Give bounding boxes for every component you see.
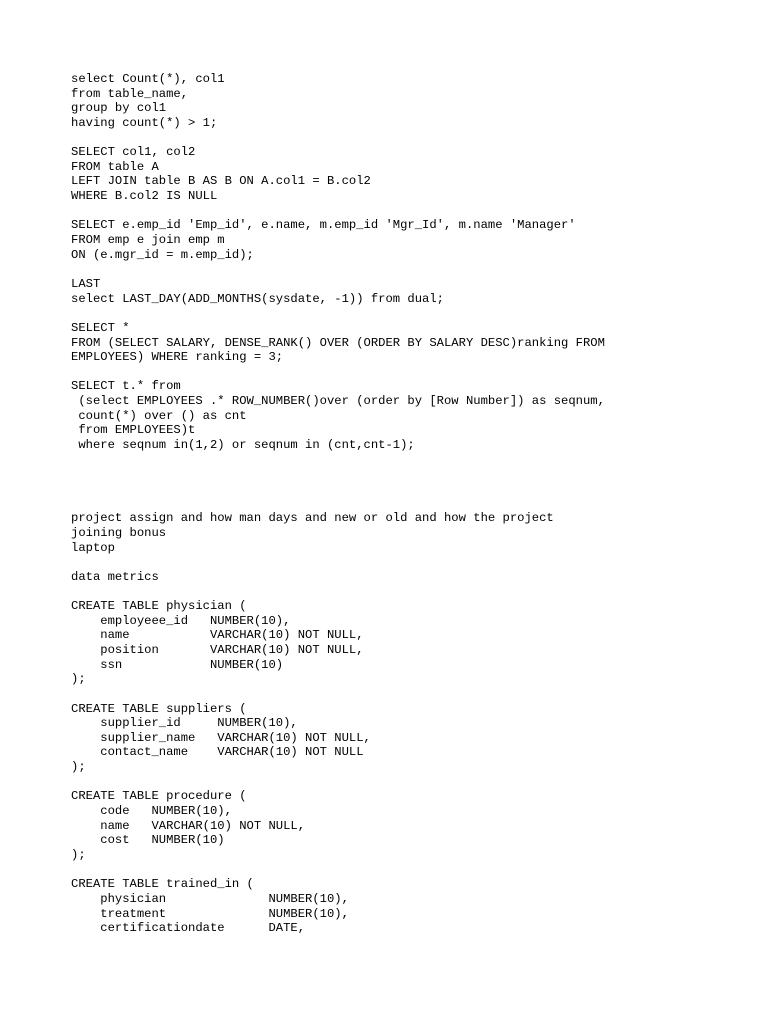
text-line: select Count(*), col1 bbox=[71, 72, 225, 86]
text-line: group by col1 bbox=[71, 101, 167, 116]
text-line: ); bbox=[71, 760, 86, 775]
text-line: ); bbox=[71, 847, 86, 862]
text-line: from table_name, bbox=[71, 86, 189, 101]
text-line bbox=[71, 482, 751, 497]
text-line: ssn NUMBER(10) bbox=[71, 657, 284, 672]
text-line: position VARCHAR(10) NOT NULL, bbox=[71, 642, 364, 657]
text-line: SELECT t.* from bbox=[71, 379, 181, 394]
text-line bbox=[71, 306, 751, 321]
text-line: SELECT * bbox=[71, 320, 130, 335]
text-line: FROM table A bbox=[71, 159, 159, 174]
text-line: CREATE TABLE physician ( bbox=[71, 599, 247, 614]
text-line bbox=[71, 555, 751, 570]
text-line: name VARCHAR(10) NOT NULL, bbox=[71, 628, 364, 643]
text-line: supplier_id NUMBER(10), bbox=[71, 716, 298, 731]
text-line bbox=[71, 453, 751, 468]
text-line: from EMPLOYEES)t bbox=[71, 423, 196, 438]
text-line bbox=[71, 467, 751, 482]
text-line bbox=[71, 775, 751, 790]
text-line: EMPLOYEES) WHERE ranking = 3; bbox=[71, 350, 284, 365]
text-line: ); bbox=[71, 672, 86, 687]
text-line: data metrics bbox=[71, 569, 159, 584]
text-line: laptop bbox=[71, 540, 115, 555]
text-line: joining bonus bbox=[71, 525, 167, 540]
text-line: CREATE TABLE procedure ( bbox=[71, 789, 247, 804]
text-line: count(*) over () as cnt bbox=[71, 408, 247, 423]
text-line: WHERE B.col2 IS NULL bbox=[71, 189, 218, 204]
text-line: name VARCHAR(10) NOT NULL, bbox=[71, 818, 306, 833]
text-line bbox=[71, 262, 751, 277]
text-line: where seqnum in(1,2) or seqnum in (cnt,cnt-1); bbox=[71, 438, 415, 453]
text-line: SELECT e.emp_id 'Emp_id', e.name, m.emp_id 'Mgr_Id', m.name 'Manager' bbox=[71, 218, 576, 233]
text-line bbox=[71, 687, 751, 702]
text-line bbox=[71, 497, 751, 512]
text-line: cost NUMBER(10) bbox=[71, 833, 225, 848]
text-line: LAST bbox=[71, 276, 101, 291]
text-line: having count(*) > 1; bbox=[71, 115, 218, 130]
text-line: CREATE TABLE trained_in ( bbox=[71, 877, 254, 892]
text-line: FROM (SELECT SALARY, DENSE_RANK() OVER (ORDER BY SALARY DESC)ranking FROM bbox=[71, 335, 605, 350]
text-line bbox=[71, 584, 751, 599]
text-line bbox=[71, 131, 751, 146]
text-line bbox=[71, 863, 751, 878]
document-page bbox=[71, 72, 751, 936]
text-line: (select EMPLOYEES .* ROW_NUMBER()over (order by [Row Number]) as seqnum, bbox=[71, 394, 605, 409]
text-line: supplier_name VARCHAR(10) NOT NULL, bbox=[71, 730, 371, 745]
text-line bbox=[71, 204, 751, 219]
text-line: SELECT col1, col2 bbox=[71, 145, 196, 160]
text-line: physician NUMBER(10), bbox=[71, 891, 349, 906]
text-line: select LAST_DAY(ADD_MONTHS(sysdate, -1)) from dual; bbox=[71, 291, 444, 306]
text-line: contact_name VARCHAR(10) NOT NULL bbox=[71, 745, 364, 760]
text-line: certificationdate DATE, bbox=[71, 921, 306, 936]
text-line: ON (e.mgr_id = m.emp_id); bbox=[71, 247, 254, 262]
text-line: project assign and how man days and new or old and how the project bbox=[71, 511, 554, 526]
text-line: employeee_id NUMBER(10), bbox=[71, 613, 291, 628]
text-line: code NUMBER(10), bbox=[71, 804, 232, 819]
text-line bbox=[71, 365, 751, 380]
text-line: treatment NUMBER(10), bbox=[71, 906, 349, 921]
text-line: LEFT JOIN table B AS B ON A.col1 = B.col2 bbox=[71, 174, 371, 189]
text-line: CREATE TABLE suppliers ( bbox=[71, 701, 247, 716]
text-line: FROM emp e join emp m bbox=[71, 233, 225, 248]
